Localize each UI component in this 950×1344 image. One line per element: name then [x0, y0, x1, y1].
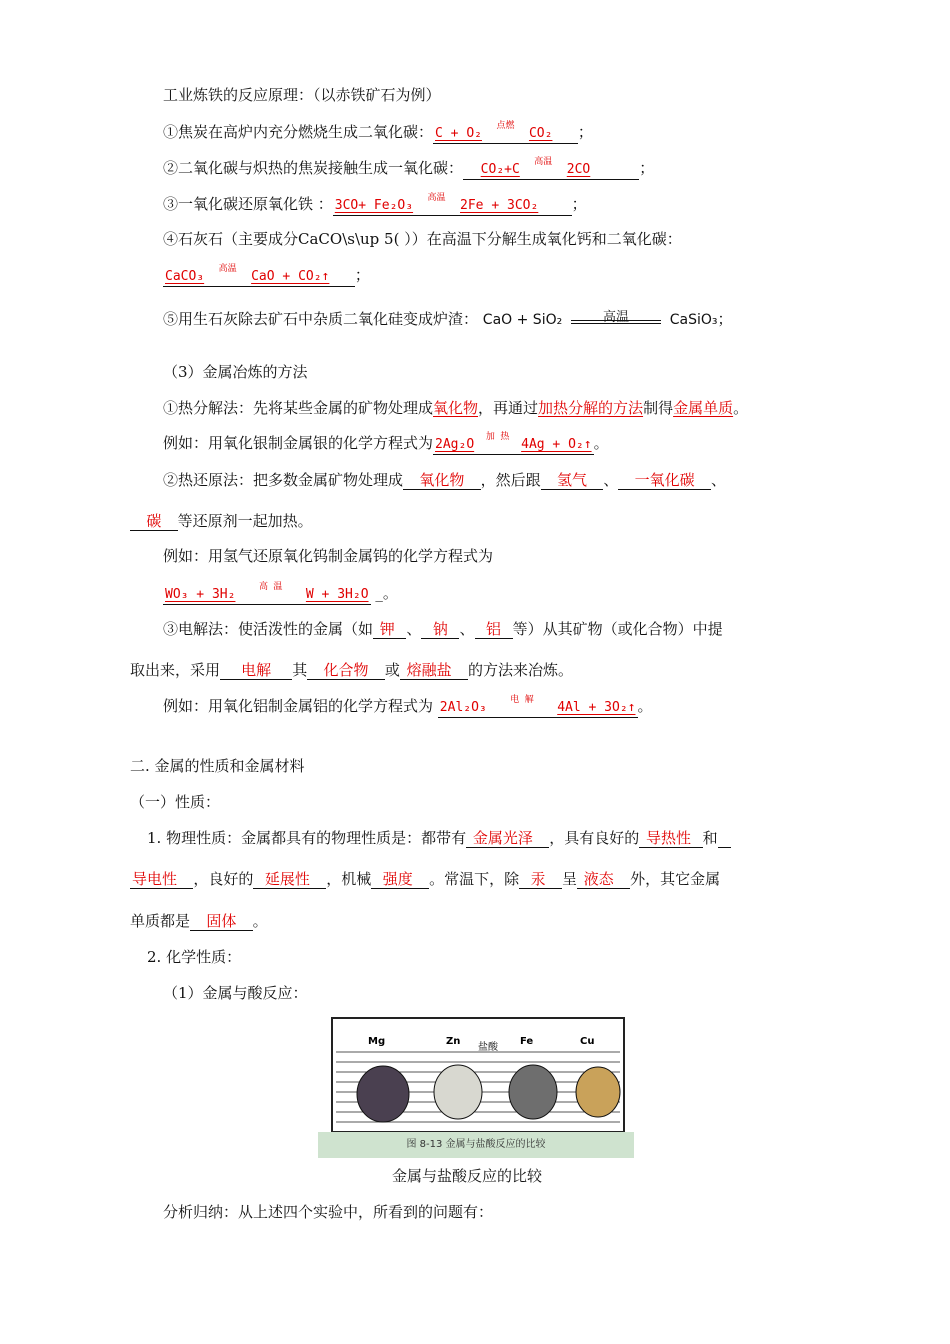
physical-properties-cont: 导电性 ，良好的 延展性 ，机械 强度 。常温下，除 汞 呈 液态 外，其它金属	[132, 870, 721, 888]
label-mg: Mg	[368, 1036, 386, 1047]
acid-reaction-illustration	[328, 1014, 628, 1136]
heading-ironmaking: 工业炼铁的反应原理：（以赤铁矿石为例）	[163, 86, 441, 104]
reaction-5: ⑤用生石灰除去矿石中杂质二氧化硅变成炉渣： CaO + SiO₂ 高温 CaSiO₃；	[163, 310, 733, 328]
reaction-4-text: ④石灰石（主要成分CaCO\s\up 5( ））在高温下分解生成氧化钙和二氧化碳：	[163, 230, 682, 248]
heading-smelting-methods: （3）金属冶炼的方法	[163, 363, 308, 381]
metal-acid-reaction: （1）金属与酸反应：	[163, 984, 308, 1002]
figure-caption: 金属与盐酸反应的比较	[392, 1167, 543, 1185]
reaction-1: ①焦炭在高炉内充分燃烧生成二氧化碳： C + O₂ 点燃 CO₂ ；	[163, 121, 593, 144]
analysis-summary: 分析归纳：从上述四个实验中，所看到的问题有：	[163, 1203, 494, 1221]
method-3-example: 例如：用氧化铝制金属铝的化学方程式为 2Al₂O₃ 电 解 4Al + 3O₂↑ 。	[163, 695, 653, 718]
zn-character	[434, 1065, 482, 1119]
physical-properties: 1. 物理性质：金属都具有的物理性质是：都带有 金属光泽 ，具有良好的 导热性 和	[147, 827, 731, 848]
label-fe: Fe	[520, 1036, 534, 1047]
method-2: ②热还原法：把多数金属矿物处理成 氧化物 ，然后跟 氢气 、 一氧化碳 、	[163, 471, 726, 489]
method-2-cont: 碳 等还原剂一起加热。	[130, 510, 313, 531]
method-1: ①热分解法：先将某些金属的矿物处理成氧化物，再通过加热分解的方法制得金属单质。	[163, 399, 749, 417]
label-acid: 盐酸	[478, 1042, 498, 1053]
mg-character	[357, 1066, 409, 1122]
cu-character	[576, 1067, 620, 1117]
chemical-properties: 2. 化学性质：	[147, 948, 242, 966]
heading-metal-properties: 二. 金属的性质和金属材料	[130, 757, 305, 775]
reaction-4-equation: CaCO₃ 高温 CaO + CO₂↑ ；	[163, 264, 370, 287]
method-3-cont: 取出来，采用 电解 其 化合物 或 熔融盐 的方法来冶炼。	[130, 661, 573, 679]
method-3: ③电解法：使活泼性的金属（如 钾 、 钠 、 铝 等）从其矿物（或化合物）中提	[163, 620, 723, 638]
figure-inner-caption: 图 8-13 金属与盐酸反应的比较	[318, 1132, 634, 1158]
label-cu: Cu	[580, 1036, 595, 1047]
label-zn: Zn	[446, 1036, 461, 1047]
method-2-equation: WO₃ + 3H₂ 高 温 W + 3H₂O _。	[163, 582, 398, 605]
physical-properties-end: 单质都是 固体 。	[130, 912, 268, 930]
subheading-properties: （一）性质：	[130, 793, 221, 811]
method-1-example: 例如：用氧化银制金属银的化学方程式为 2Ag₂O 加 热 4Ag + O₂↑ 。	[163, 432, 609, 455]
reaction-2: ②二氧化碳与炽热的焦炭接触生成一氧化碳： CO₂+C 高温 2CO ；	[163, 157, 654, 180]
fe-character	[509, 1065, 557, 1119]
method-2-example: 例如：用氢气还原氧化钨制金属钨的化学方程式为	[163, 547, 494, 565]
reaction-3: ③一氧化碳还原氧化铁 ： 3CO+ Fe₂O₃ 高温 2Fe + 3CO₂ ；	[163, 193, 587, 216]
